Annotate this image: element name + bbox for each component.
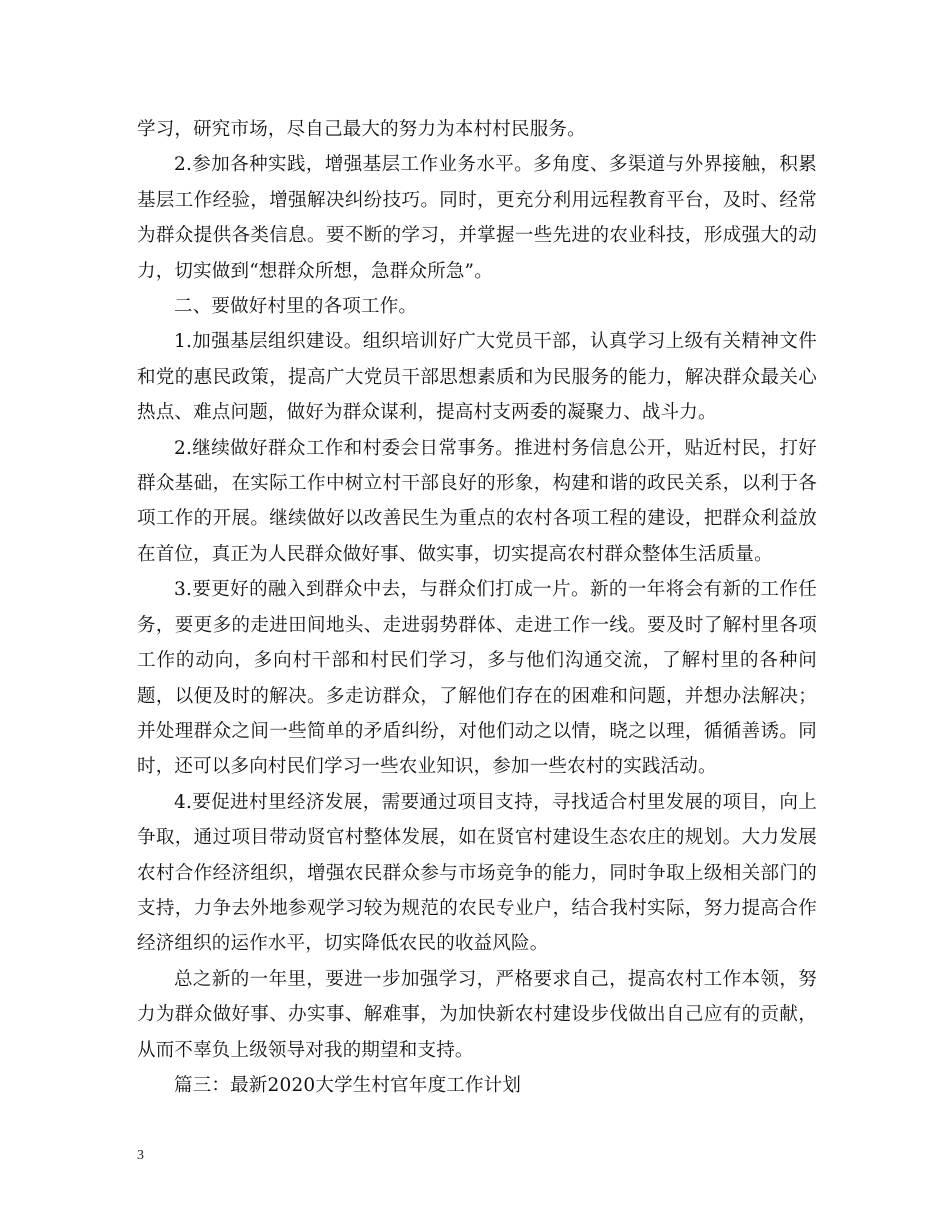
- paragraph-integration: 3.要更好的融入到群众中去，与群众们打成一片。新的一年将会有新的工作任务，要更多的走进田间地头、走进弱势群体、走进工作一线。要及时了解村里各项工作的动向，多向村干部和村民们学习，多与他们沟通交流，了解村里的各种问题，以便及时的解决。多走访群众，了解他们存在的困难和问题，并想办法解决；并处理群众之间一些简单的矛盾纠纷，对他们动之以情，晓之以理，循循善诱。同时，还可以多向村民们学习一些农业知识，参加一些农村的实践活动。: [137, 579, 817, 778]
- paragraph-organization: 1.加强基层组织建设。组织培训好广大党员干部，认真学习上级有关精神文件和党的惠民政策，提高广大党员干部思想素质和为民服务的能力，解决群众最关心热点、难点问题，做好为群众谋利，提高村支两委的凝聚力、战斗力。: [137, 331, 817, 424]
- paragraph-economy: 4.要促进村里经济发展，需要通过项目支持，寻找适合村里发展的项目，向上争取，通过项目带动贤官村整体发展，如在贤官村建设生态农庄的规划。大力发展农村合作经济组织，增强农民群众参与市场竞争的能力，同时争取上级相关部门的支持，力争去外地参观学习较为规范的农民专业户，结合我村实际，努力提高合作经济组织的运作水平，切实降低农民的收益风险。: [137, 791, 817, 955]
- section-heading-village-work: 二、要做好村里的各项工作。: [174, 296, 418, 318]
- paragraph-summary: 总之新的一年里，要进一步加强学习，严格要求自己，提高农村工作本领，努力为群众做好事、办实事、解难事，为加快新农村建设步伐做出自己应有的贡献，从而不辜负上级领导对我的期望和支持。: [137, 968, 817, 1061]
- paragraph-continuation: 学习，研究市场，尽自己最大的努力为本村村民服务。: [137, 119, 586, 140]
- document-body: [137, 112, 817, 1103]
- page-number: 3: [137, 1148, 144, 1163]
- section-heading-part-three: 篇三：最新2020大学生村官年度工作计划: [174, 1074, 522, 1096]
- paragraph-mass-work: 2.继续做好群众工作和村委会日常事务。推进村务信息公开，贴近村民，打好群众基础，在实际工作中树立村干部良好的形象，构建和谐的政民关系，以利于各项工作的开展。继续做好以改善民生为重点的农村各项工程的建设，把群众利益放在首位，真正为人民群众做好事、做实事，切实提高农村群众整体生活质量。: [137, 437, 817, 565]
- paragraph-practice: 2.参加各种实践，增强基层工作业务水平。多角度、多渠道与外界接触，积累基层工作经验，增强解决纠纷技巧。同时，更充分利用远程教育平台，及时、经常为群众提供各类信息。要不断的学习，并掌握一些先进的农业科技，形成强大的动力，切实做到“想群众所想，急群众所急”。: [137, 154, 817, 282]
